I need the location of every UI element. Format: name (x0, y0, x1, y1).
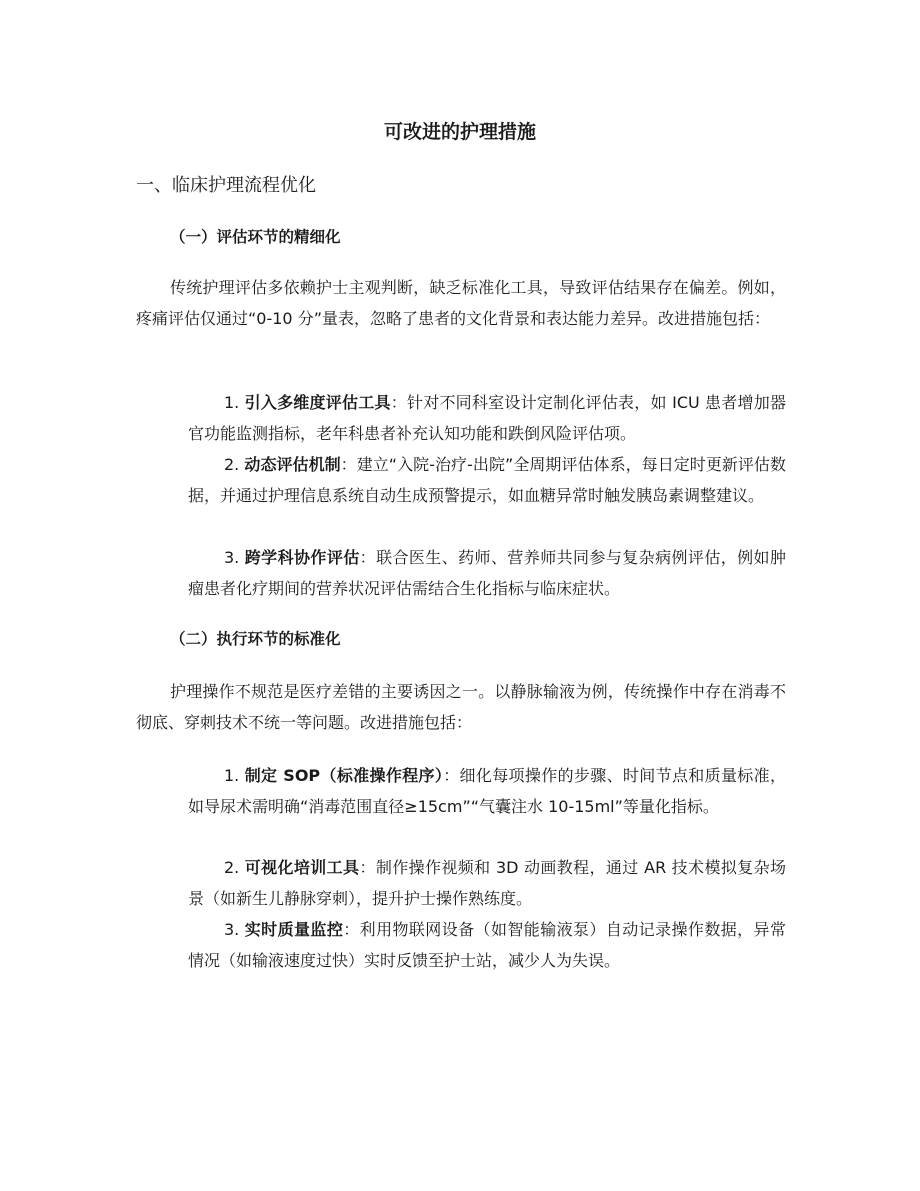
list-item-number: 3. (224, 548, 245, 567)
paragraph-execution-intro: 护理操作不规范是医疗差错的主要诱因之一。以静脉输液为例，传统操作中存在消毒不彻底、穿刺技术不统一等问题。改进措施包括： (136, 682, 786, 732)
list-item-text: ：建立“入院-治疗-出院”全周期评估体系，每日定时更新评估数据，并通过护理信息系统自动生成预警提示，如血糖异常时触发胰岛素调整建议。 (188, 455, 786, 505)
list-item-number: 2. (224, 858, 245, 877)
list-item-text: ：利用物联网设备（如智能输液泵）自动记录操作数据，异常情况（如输液速度过快）实时反馈至护士站，减少人为失误。 (188, 920, 786, 970)
list-item-text: ：制作操作视频和 3D 动画教程，通过 AR 技术模拟复杂场景（如新生儿静脉穿刺），提升护士操作熟练度。 (188, 858, 786, 908)
paragraph-assessment-intro: 传统护理评估多依赖护士主观判断，缺乏标准化工具，导致评估结果存在偏差。例如，疼痛评估仅通过“0-10 分”量表，忽略了患者的文化背景和表达能力差异。改进措施包括： (136, 278, 786, 328)
list-item-term: 跨学科协作评估 (244, 548, 360, 567)
list-item-text: ：细化每项操作的步骤、时间节点和质量标准，如导尿术需明确“消毒范围直径≥15cm”“气囊注水 10-15ml”等量化指标。 (188, 766, 786, 816)
list-item-text: ：针对不同科室设计定制化评估表，如 ICU 患者增加器官功能监测指标，老年科患者补充认知功能和跌倒风险评估项。 (188, 393, 786, 443)
list-item (188, 914, 786, 976)
list-item-number: 1. (224, 766, 245, 785)
list-item (188, 760, 786, 822)
list-item (188, 449, 786, 511)
list-item (188, 542, 786, 604)
list-item-term: 实时质量监控 (244, 920, 344, 939)
list-item-text: ：联合医生、药师、营养师共同参与复杂病例评估，例如肿瘤患者化疗期间的营养状况评估需结合生化指标与临床症状。 (188, 548, 786, 598)
subsection-heading-execution: （二）执行环节的标准化 (170, 630, 341, 648)
page-title: 可改进的护理措施 (383, 121, 536, 143)
subsection-heading-assessment: （一）评估环节的精细化 (170, 228, 341, 246)
section-heading: 一、临床护理流程优化 (136, 175, 316, 196)
list-item-number: 1. (224, 393, 245, 412)
list-item-term: 动态评估机制 (244, 455, 341, 474)
list-item (188, 852, 786, 914)
list-item-term: 可视化培训工具 (244, 858, 360, 877)
list-item-term: 制定 SOP（标准操作程序） (244, 766, 444, 785)
list-item-number: 2. (224, 455, 245, 474)
list-item-term: 引入多维度评估工具 (244, 393, 391, 412)
list-item-number: 3. (224, 920, 245, 939)
list-item (188, 387, 786, 449)
